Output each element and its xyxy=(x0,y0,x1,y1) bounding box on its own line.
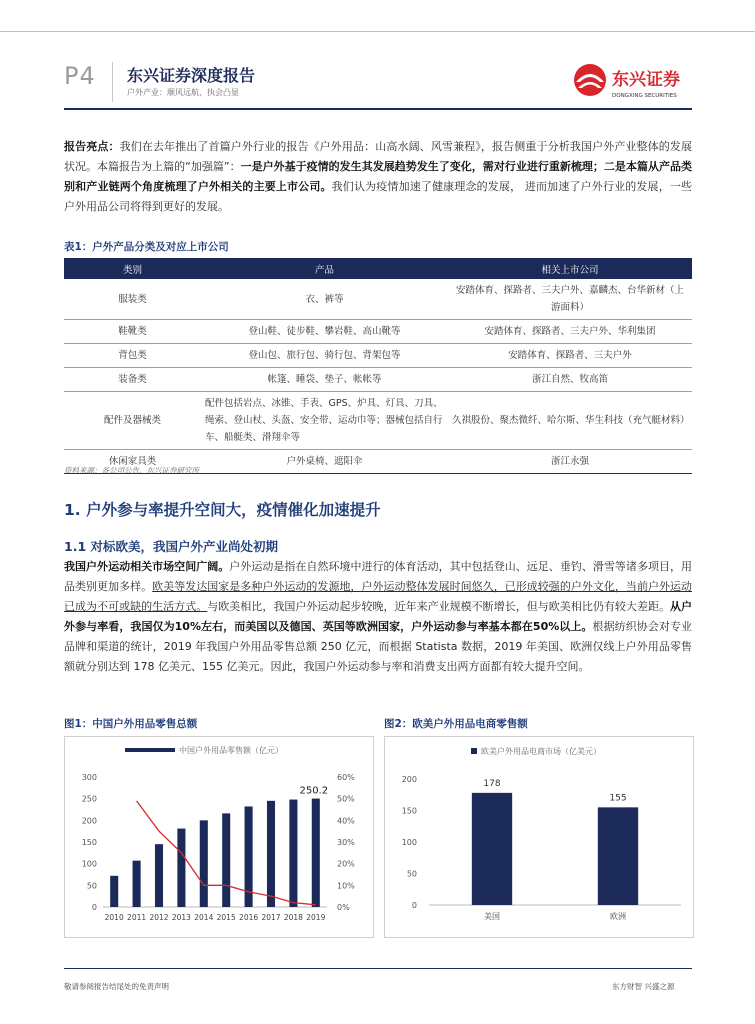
table-header-products: 产品 xyxy=(201,258,448,279)
chart-2-x-tick: 欧洲 xyxy=(610,912,626,921)
figure-2-title: 图2：欧美户外用品电商零售额 xyxy=(384,718,528,730)
body-bold-a: 我国户外运动相关市场空间广阔。 xyxy=(64,560,230,573)
chart-1-y2-tick: 0% xyxy=(337,903,350,912)
highlight-label: 报告亮点： xyxy=(64,140,120,153)
chart-1-y2-tick: 50% xyxy=(337,794,355,804)
chart-2-bar xyxy=(598,807,638,905)
page-number: P4 xyxy=(64,62,96,90)
chart-1-data-label: 250.2 xyxy=(299,785,329,797)
table-cell-products: 配件包括岩点、冰锥、手表、GPS、炉具、灯具、刀具、绳索、登山杖、头盔、安全带、运动巾等；器械包括自行车、船艇类、滑翔伞等 xyxy=(201,392,448,450)
chart-1-x-tick: 2019 xyxy=(306,913,326,922)
chart-1-x-tick: 2013 xyxy=(171,913,191,922)
body-underline-a: 欧美等发达国家是多种户外运动的发源地，户外运动整体发展时间悠久，已形成较强的户外文化，当前户外运动已成为不可或缺的生活方式。 xyxy=(64,580,693,613)
chart-1-x-tick: 2016 xyxy=(239,913,259,922)
table-cell-category: 鞋靴类 xyxy=(64,320,201,344)
chart-2-bar xyxy=(472,793,512,905)
table-cell-category: 服装类 xyxy=(64,279,201,320)
table-title: 表1：户外产品分类及对应上市公司 xyxy=(64,241,229,253)
chart-1-bar xyxy=(312,799,320,907)
chart-1-bar xyxy=(289,800,297,907)
chart-1-bar xyxy=(177,829,185,907)
table-cell-category: 背包类 xyxy=(64,344,201,368)
chart-2-y-tick: 100 xyxy=(401,838,417,847)
chart-2-legend-swatch xyxy=(471,748,477,754)
table-row xyxy=(64,392,692,450)
body-text-a: 户外运动是指在自然环境中进行的体育活动，其中包括登山、远足、垂钓、滑雪等诸多项目，用品类别更加多样。 xyxy=(64,560,693,593)
chart-1-y2-tick: 30% xyxy=(337,838,355,847)
chart-2-svg xyxy=(385,737,693,937)
table-cell-category: 装备类 xyxy=(64,368,201,392)
table-header-category: 类别 xyxy=(64,258,201,279)
section-1-heading: 1. 户外参与率提升空间大，疫情催化加速提升 xyxy=(64,501,381,519)
table-cell-companies: 浙江永强 xyxy=(448,450,692,474)
chart-2-data-label: 178 xyxy=(483,778,501,789)
chart-1-legend-label: 中国户外用品零售额（亿元） xyxy=(179,746,283,755)
chart-1-y-tick: 250 xyxy=(81,794,97,804)
chart-1-x-tick: 2017 xyxy=(261,913,281,922)
table-cell-companies: 安踏体育、探路者、三夫户外、华利集团 xyxy=(448,320,692,344)
report-highlight xyxy=(64,137,692,217)
logo-en-text: DONGXING SECURITIES xyxy=(612,93,677,99)
table-cell-products: 衣、裤等 xyxy=(201,279,448,320)
table-source: 资料来源：各公司公告，东兴证券研究所 xyxy=(64,466,199,475)
footer-rule xyxy=(64,968,692,969)
header-rule xyxy=(64,108,692,110)
table-header-companies: 相关上市公司 xyxy=(448,258,692,279)
highlight-bold-1: 一是户外基于疫情的发生其发展趋势发生了变化，需对行业进行重新梳理；二是本篇从产品类别和产业链两个角度梳理了户外相关的主要上市公司。 xyxy=(64,160,692,193)
highlight-text-1: 我们在去年推出了首篇户外行业的报告《户外用品：山高水阔、风雪兼程》，报告侧重于分析我国户外产业整体的发展状况。本篇报告为上篇的“加强篇”： xyxy=(64,140,693,173)
chart-2-y-tick: 0 xyxy=(411,901,417,910)
table-cell-category: 休闲家具类 xyxy=(64,450,201,474)
body-bold-b: 从户外参与率看，我国仅为10%左右，而美国以及德国、英国等欧洲国家，户外运动参与率基本都在50%以上。 xyxy=(64,600,693,633)
table-cell-products: 登山包、旅行包、骑行包、背架包等 xyxy=(201,344,448,368)
chart-1-y-tick: 300 xyxy=(81,773,97,782)
section-1-1-heading: 1.1 对标欧美，我国户外产业尚处初期 xyxy=(64,539,278,554)
chart-2-y-tick: 150 xyxy=(401,806,417,816)
chart-1-y2-tick: 10% xyxy=(337,881,355,891)
chart-1-bar xyxy=(110,876,118,907)
header-separator xyxy=(112,62,113,102)
chart-1-x-tick: 2018 xyxy=(283,913,303,922)
body-paragraph xyxy=(64,557,692,677)
product-company-table xyxy=(64,258,692,474)
chart-1-bar xyxy=(267,801,275,907)
table-cell-products: 帐篷、睡袋、垫子、帐帐等 xyxy=(201,368,448,392)
table-cell-products: 户外桌椅、遮阳伞 xyxy=(201,450,448,474)
highlight-text-2: 我们认为疫情加速了健康理念的发展， 进而加速了户外行业的发展，一些户外用品公司将得到更好的发展。 xyxy=(64,180,693,213)
chart-1-x-tick: 2011 xyxy=(127,913,147,922)
chart-1-x-tick: 2010 xyxy=(104,913,124,922)
chart-1-bar xyxy=(222,813,230,907)
top-rule xyxy=(0,31,755,32)
logo-text: 东兴证券 xyxy=(612,70,680,90)
report-title: 东兴证券深度报告 xyxy=(127,66,256,85)
chart-1-bar xyxy=(133,861,141,907)
chart-1-x-tick: 2014 xyxy=(194,913,214,922)
chart-1-frame xyxy=(64,736,374,938)
chart-2-frame xyxy=(384,736,694,938)
chart-1-bar xyxy=(200,820,208,907)
chart-1-y-tick: 100 xyxy=(81,859,97,869)
table-cell-companies: 浙江自然、牧高笛 xyxy=(448,368,692,392)
chart-2-y-tick: 50 xyxy=(406,869,417,879)
chart-1-legend-swatch xyxy=(125,748,175,752)
figure-1-title: 图1：中国户外用品零售总额 xyxy=(64,718,198,730)
chart-2-data-label: 155 xyxy=(609,793,627,804)
chart-1-y-tick: 150 xyxy=(81,838,97,847)
chart-1-y-tick: 50 xyxy=(86,881,97,891)
chart-1-x-tick: 2012 xyxy=(149,913,169,922)
table-cell-companies: 安踏体育、探路者、三夫户外、嘉麟杰、台华新材（上游面料） xyxy=(448,279,692,320)
chart-2-y-tick: 200 xyxy=(401,775,417,784)
chart-1-svg xyxy=(65,737,373,937)
body-text-b: 与欧美相比，我国户外运动起步较晚，近年来产业规模不断增长，但与欧美相比仍有较大差距。 xyxy=(207,600,670,613)
chart-1-y2-tick: 20% xyxy=(337,859,355,869)
table-row xyxy=(64,279,692,320)
chart-1-y2-tick: 60% xyxy=(337,773,355,782)
report-subtitle: 户外产业：顺风远航，执会凸显 xyxy=(127,88,239,97)
table-cell-companies: 久祺股份、聚杰微纤、哈尔斯、华生科技（充气艇材料） xyxy=(448,392,692,450)
chart-1-y-tick: 200 xyxy=(81,816,97,826)
table-cell-category: 配件及器械类 xyxy=(64,392,201,450)
chart-2-legend-label: 欧美户外用品电商市场（亿美元） xyxy=(481,747,601,756)
company-logo xyxy=(572,60,700,104)
chart-1-bar xyxy=(155,844,163,907)
logo-mark-icon xyxy=(574,64,606,96)
table-row xyxy=(64,320,692,344)
table-cell-products: 登山鞋、徒步鞋、攀岩鞋、高山靴等 xyxy=(201,320,448,344)
chart-1-y-tick: 0 xyxy=(91,903,97,912)
body-text-c: 根据纺织协会对专业品牌和渠道的统计，2019 年我国户外用品零售总额 250 亿元，而根据 Statista 数据，2019 年美国、欧洲仅线上户外用品零售额就分别达到 178 亿美元、155 亿美元。因此，我国户外运动参与率和消费支出两方面都有较大提升空间。 xyxy=(64,620,693,673)
footer-disclaimer: 敬请参阅报告结尾处的免责声明 xyxy=(64,982,169,991)
footer-slogan: 东方财智 兴盛之源 xyxy=(612,982,675,991)
table-cell-companies: 安踏体育、探路者、三夫户外 xyxy=(448,344,692,368)
table-row xyxy=(64,344,692,368)
chart-1-y2-tick: 40% xyxy=(337,816,355,826)
chart-2-x-tick: 美国 xyxy=(484,912,500,921)
chart-1-x-tick: 2015 xyxy=(216,913,236,922)
table-row xyxy=(64,368,692,392)
